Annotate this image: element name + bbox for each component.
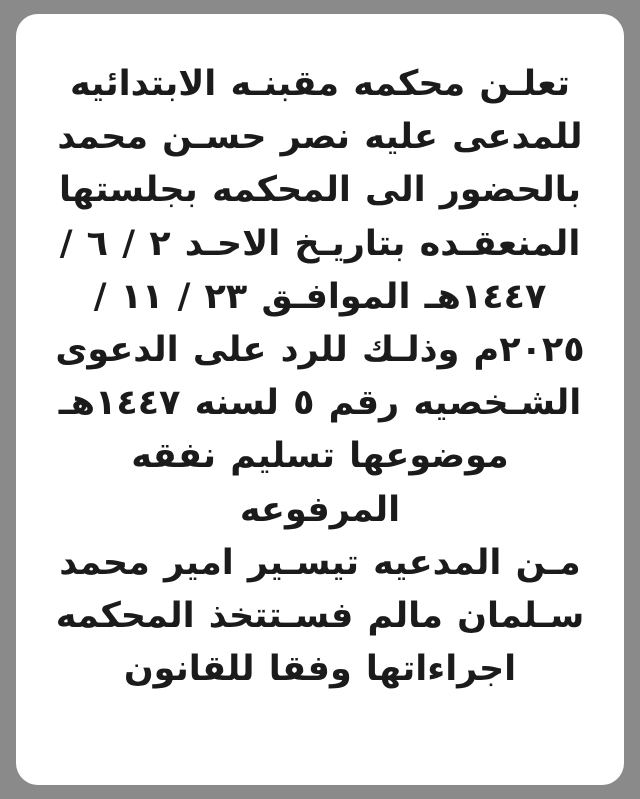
notice-line: مـن المدعيه تيسـير امير محمد xyxy=(59,542,581,583)
notice-line: سـلمان مالم فسـتتخذ المحكمه xyxy=(55,595,585,636)
notice-line: بالحضور الى المحكمه بجلستها xyxy=(58,170,581,211)
notice-line: الشـخصيه رقم ٥ لسنه ١٤٤٧هـ xyxy=(58,383,582,424)
notice-line: اجراءاتها وفقا للقانون xyxy=(123,649,517,690)
notice-line: للمدعى عليه نصر حسـن محمد xyxy=(57,117,583,158)
notice-line: تعلـن محكمه مقبنـه الابتدائيه xyxy=(69,64,571,104)
notice-line: ٢٠٢٥م وذلـك للرد على الدعوى xyxy=(55,329,585,370)
notice-line: المنعقـده بتاريـخ الاحـد ٢ / ٦ / xyxy=(59,223,581,264)
notice-text-block xyxy=(46,58,594,696)
notice-card xyxy=(16,14,624,785)
notice-line: ١٤٤٧هـ الموافـق ٢٣ / ١١ / xyxy=(93,276,547,317)
notice-line: موضوعها تسليم نفقه المرفوعه xyxy=(131,436,509,530)
